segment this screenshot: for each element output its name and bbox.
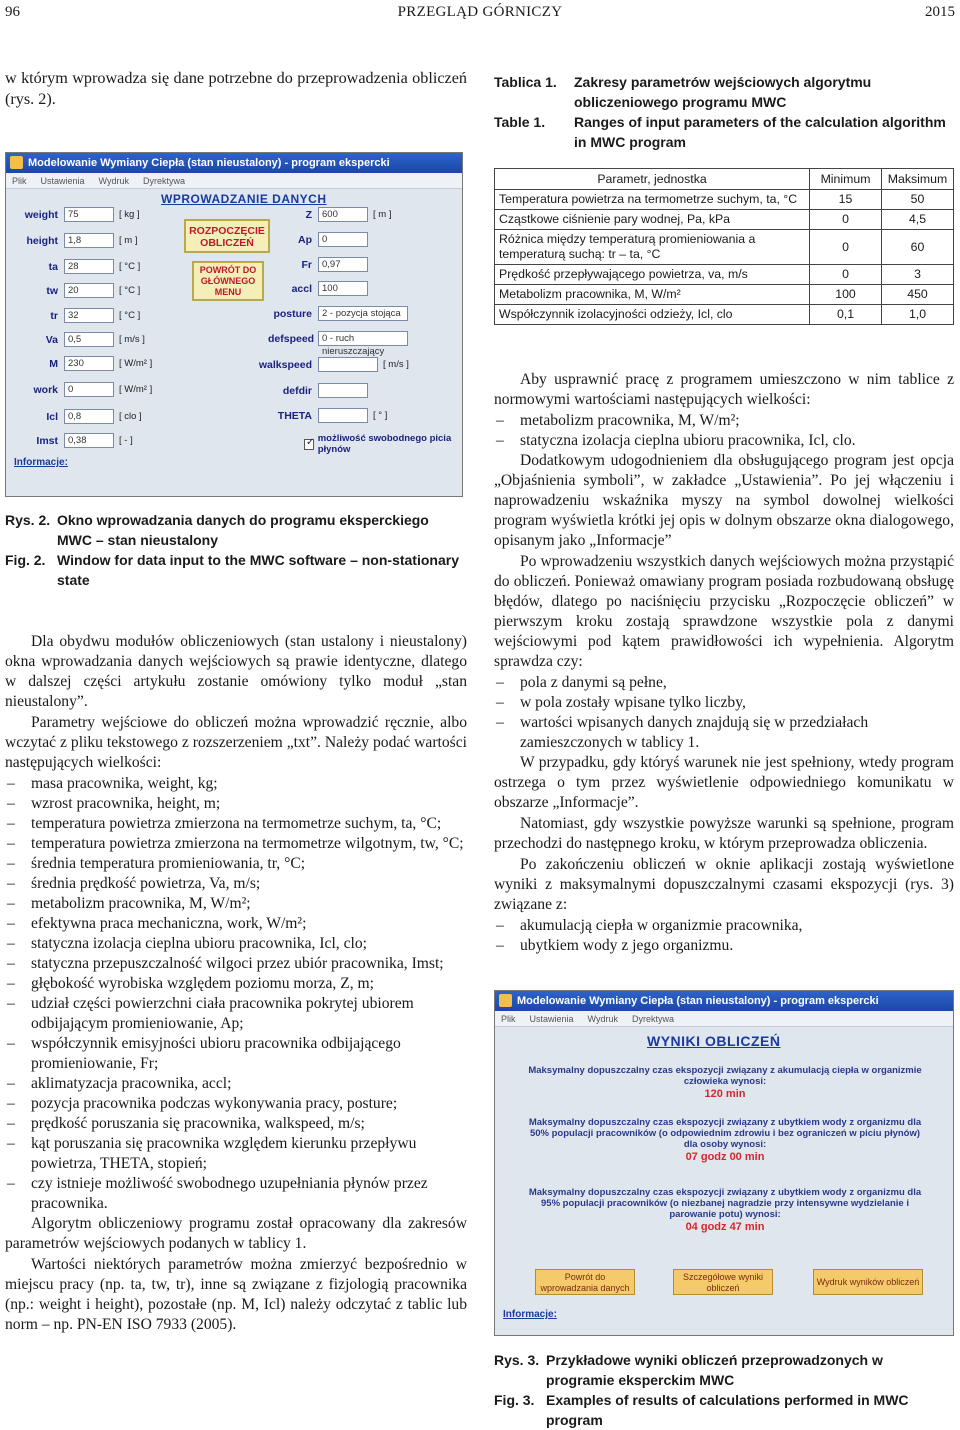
col-header-parameter: Parametr, jednostka <box>495 169 810 190</box>
fig2-heading: WPROWADZANIE DANYCH <box>161 192 327 206</box>
menu-item[interactable]: Wydruk <box>98 176 129 186</box>
back-to-input-button[interactable]: Powrót do wprowadzania danych <box>535 1269 635 1295</box>
menu-item[interactable]: Plik <box>501 1014 516 1024</box>
left-paragraph: Wartości niektórych parametrów można zmierzyć bezpośrednio w miejscu pracy (np. ta, tw, tr), inne są związane z fizjologią pracownika (np.: weight i height), pozostałe (np. M, Icl) należy odczytać z tablic lub norm – np. PN-EN ISO 7933 (2005). <box>5 1256 467 1333</box>
field-theta: THETA [ ° ] <box>277 409 388 422</box>
input-parameter-list <box>5 774 467 1214</box>
list-item: – wartości wpisanych danych znajdują się w przedziałach zamieszczonych w tablicy 1. <box>494 713 954 753</box>
list-item: – w pola zostały wpisane tylko liczby, <box>494 693 954 713</box>
menu-item[interactable]: Wydruk <box>587 1014 618 1024</box>
back-to-menu-button[interactable]: POWRÓT DO GŁÓWNEGO MENU <box>192 261 264 301</box>
fig3-window-title: Modelowanie Wymiany Ciepła (stan nieustalony) - program ekspercki <box>517 995 879 1007</box>
field-imst: Imst 0,38 [ - ] <box>36 434 133 447</box>
field-defspeed: defspeed 0 - ruch nieruszczający <box>268 331 408 346</box>
field-weight: weight 75 [ kg ] <box>24 208 140 221</box>
fig3-titlebar <box>495 991 953 1011</box>
right-paragraph: Natomiast, gdy wszystkie powyższe warunki są spełnione, program przechodzi do następnego kroku, w którym przeprowadza obliczenia. <box>494 815 954 852</box>
list-item: – kąt poruszania się pracownika względem kierunku przepływu powietrza, THETA, stopień; <box>5 1134 467 1174</box>
detailed-results-button[interactable]: Szczegółowe wyniki obliczeń <box>673 1269 773 1295</box>
list-item: – średnia temperatura promieniowania, tr, °C; <box>5 854 467 874</box>
fig3-info-link[interactable]: Informacje: <box>503 1309 557 1320</box>
table-header-row <box>495 169 954 190</box>
fig3-heading: WYNIKI OBLICZEŃ <box>647 1033 781 1049</box>
list-item: – współczynnik emisyjności ubioru pracownika odbijającego promieniowanie, Fr; <box>5 1034 467 1074</box>
field-walkspeed: walkspeed [ m/s ] <box>258 358 409 371</box>
list-item: – statyczna izolacja cieplna ubioru pracownika, Icl, clo; <box>5 934 467 954</box>
right-paragraph: Po wprowadzeniu wszystkich danych wejściowych można przystąpić do obliczeń. Ponieważ omawiany program posiada rozbudowaną obsługę błędów, dlatego po naciśnięciu przycisku „Rozpoczęcie obliczeń” w pierwszym kroku zostają sprawdzone wszystkie pola z danymi wejściowymi pod kątem prawidłowości ich wypełnienia. Algorytm sprawdza czy: <box>494 553 954 670</box>
left-intro: w którym wprowadza się dane potrzebne do przeprowadzenia obliczeń (rys. 2). <box>5 69 467 108</box>
page-header <box>5 4 955 28</box>
col-header-minimum: Minimum <box>810 169 882 190</box>
list-item: – pola z danymi są pełne, <box>494 673 954 693</box>
menu-item[interactable]: Plik <box>12 176 27 186</box>
field-ta: ta 28 [ °C ] <box>48 260 141 273</box>
list-item: – czy istnieje możliwość swobodnego uzupełniania płynów przez pracownika. <box>5 1174 467 1214</box>
result-heat-accumulation: Maksymalny dopuszczalny czas ekspozycji związany z akumulacją ciepła w organizmie człowieka wynosi: 120 min <box>523 1065 927 1100</box>
right-paragraph: Po zakończeniu obliczeń w oknie aplikacji zostają wyświetlone wyniki z maksymalnymi dopuszczalnymi czasami ekspozycji (rys. 3) związane z: <box>494 856 954 913</box>
right-paragraph: Dodatkowym udogodnieniem dla obsługującego program jest opcja „Objaśnienia symboli”, w zakładce „Ustawienia”. Po jej włączeniu i naprowadzeniu wskaźnika myszy na symbol dowolnej wielkości program wyświetla krótki jej opis w dolnym obszarze okna dialogowego, opisanym jako „Informacje” <box>494 452 954 549</box>
field-accl: accl 100 <box>268 281 368 296</box>
fig2-caption: Rys. 2. Okno wprowadzania danych do programu eksperckiego MWC – stan nieustalony Fig. 2. Window for data input to the MWC software – non-stationary state <box>5 512 459 588</box>
table-row: Prędkość przepływającego powietrza, va, m/s 0 3 <box>495 265 954 285</box>
free-drinking-checkbox[interactable]: ✓ możliwość swobodnego picia płynów <box>304 433 462 455</box>
left-paragraph: Dla obydwu modułów obliczeniowych (stan ustalony i nieustalony) okna wprowadzania danych wejściowych są prawie identyczne, dlatego w dalszej części artykułu zostanie omówiony tylko moduł „stan nieustalony”. <box>5 633 467 710</box>
list-item: – udział części powierzchni ciała pracownika pokrytej ubiorem odbijającym promieniowanie, Ap; <box>5 994 467 1034</box>
menu-item[interactable]: Dyrektywa <box>631 1014 674 1024</box>
page-number: 96 <box>5 4 20 20</box>
field-tw: tw 20 [ °C ] <box>46 284 141 297</box>
print-results-button[interactable]: Wydruk wyników obliczeń <box>813 1269 923 1295</box>
list-item: – pozycja pracownika podczas wykonywania pracy, posture; <box>5 1094 467 1114</box>
right-paragraph: W przypadku, gdy któryś warunek nie jest spełniony, wtedy program ostrzega o tym przez wyświetlenie odpowiedniego komunikatu w obszarze „Informacje”. <box>494 754 954 811</box>
field-height: height 1,8 [ m ] <box>26 234 138 247</box>
table-row: Cząstkowe ciśnienie pary wodnej, Pa, kPa 0 4,5 <box>495 210 954 230</box>
input-ranges-table <box>494 168 954 325</box>
field-posture: posture 2 - pozycja stojąca <box>268 306 408 321</box>
menu-item[interactable]: Dyrektywa <box>142 176 185 186</box>
result-value: 04 godz 47 min <box>685 1221 765 1233</box>
list-item: – temperatura powietrza zmierzona na termometrze wilgotnym, tw, °C; <box>5 834 467 854</box>
fig2-window-title: Modelowanie Wymiany Ciepła (stan nieustalony) - program ekspercki <box>28 157 390 169</box>
table-row: Metabolizm pracownika, M, W/m² 100 450 <box>495 285 954 305</box>
list-item: – akumulacją ciepła w organizmie pracownika, <box>494 916 954 936</box>
menu-item[interactable]: Ustawienia <box>529 1014 574 1024</box>
fig2-menubar <box>6 173 462 189</box>
list-item: – metabolizm pracownika, M, W/m²; <box>5 894 467 914</box>
result-water-loss-50: Maksymalny dopuszczalny czas ekspozycji związany z ubytkiem wody z organizmu dla 50% populacji pracowników (o odpowiednim zdrowiu i bez ograniczeń w piciu płynów) dla osoby wynosi: 07 godz 00 min <box>523 1117 927 1163</box>
field-va: Va 0,5 [ m/s ] <box>45 333 145 346</box>
list-item: – ubytkiem wody z jego organizmu. <box>494 936 954 956</box>
table1-caption: Tablica 1. Zakresy parametrów wejściowych algorytmu obliczeniowego programu MWC Table 1. Ranges of input parameters of the calculation algorithm in MWC program <box>494 74 946 150</box>
fig2-titlebar <box>6 153 462 173</box>
year: 2015 <box>925 4 955 20</box>
list-item: – metabolizm pracownika, M, W/m²; <box>494 411 954 431</box>
left-paragraph: Parametry wejściowe do obliczeń można wprowadzić ręcznie, albo wczytać z pliku tekstowego z rozszerzeniem „txt”. Należy podać wartości następujących wielkości: <box>5 714 467 771</box>
app-icon <box>10 156 23 169</box>
field-z: Z 600 [ m ] <box>305 208 392 221</box>
field-ap: Ap 0 <box>268 232 368 247</box>
validation-list <box>494 673 954 753</box>
field-m: M 230 [ W/m² ] <box>49 357 153 370</box>
result-value: 120 min <box>704 1088 746 1100</box>
fig3-results-window <box>494 990 954 1336</box>
left-paragraph: Algorytm obliczeniowy programu został opracowany dla zakresów parametrów wejściowych podanych w tablicy 1. <box>5 1215 467 1252</box>
field-tr: tr 32 [ °C ] <box>50 309 141 322</box>
col-header-maximum: Maksimum <box>882 169 954 190</box>
result-value: 07 godz 00 min <box>685 1151 765 1163</box>
list-item: – statyczna przepuszczalność wilgoci przez ubiór pracownika, Imst; <box>5 954 467 974</box>
list-item: – aklimatyzacja pracownika, accl; <box>5 1074 467 1094</box>
journal-title: PRZEGLĄD GÓRNICZY <box>397 4 563 20</box>
list-item: – efektywna praca mechaniczna, work, W/m²; <box>5 914 467 934</box>
list-item: – statyczna izolacja cieplna ubioru pracownika, Icl, clo. <box>494 431 954 451</box>
fig2-input-window <box>5 152 463 497</box>
table-row: Temperatura powietrza na termometrze suchym, ta, °C 15 50 <box>495 190 954 210</box>
list-item: – wzrost pracownika, height, m; <box>5 794 467 814</box>
norm-tables-list <box>494 411 954 451</box>
start-calculation-button[interactable]: ROZPOCZĘCIE OBLICZEŃ <box>184 219 270 253</box>
menu-item[interactable]: Ustawienia <box>40 176 85 186</box>
fig3-menubar <box>495 1011 953 1027</box>
field-fr: Fr 0,97 <box>268 257 368 272</box>
left-column-body <box>5 632 467 1336</box>
exposure-list <box>494 916 954 956</box>
fig3-caption: Rys. 3. Przykładowe wyniki obliczeń przeprowadzonych w programie eksperckim MWC Fig. 3. Examples of results of calculations performed in MWC program <box>494 1352 909 1428</box>
list-item: – średnia prędkość powietrza, Va, m/s; <box>5 874 467 894</box>
right-column-body <box>494 370 954 956</box>
field-icl: Icl 0,8 [ clo ] <box>46 410 142 423</box>
fig2-info-link[interactable]: Informacje: <box>14 457 68 468</box>
field-defdir: defdir <box>268 383 368 398</box>
result-water-loss-95: Maksymalny dopuszczalny czas ekspozycji związany z ubytkiem wody z organizmu dla 95% populacji pracowników (o niezbanej nagradzie przy intensywne wydzielanie i parowanie potu) wynosi: 04 godz 47 min <box>523 1187 927 1233</box>
checkbox-icon[interactable] <box>304 439 314 450</box>
list-item: – temperatura powietrza zmierzona na termometrze suchym, ta, °C; <box>5 814 467 834</box>
table-row: Współczynnik izolacyjności odzieży, Icl, clo 0,1 1,0 <box>495 305 954 325</box>
app-icon <box>499 994 512 1007</box>
list-item: – prędkość poruszania się pracownika, walkspeed, m/s; <box>5 1114 467 1134</box>
field-work: work 0 [ W/m² ] <box>33 383 153 396</box>
right-paragraph: Aby usprawnić pracę z programem umieszczono w nim tablice z normowymi wartościami następujących wielkości: <box>494 371 954 408</box>
list-item: – głębokość wyrobiska względem poziomu morza, Z, m; <box>5 974 467 994</box>
table-row: Różnica między temperaturą promieniowania a temperaturą suchą: tr – ta, °C 0 60 <box>495 230 954 265</box>
list-item: – masa pracownika, weight, kg; <box>5 774 467 794</box>
